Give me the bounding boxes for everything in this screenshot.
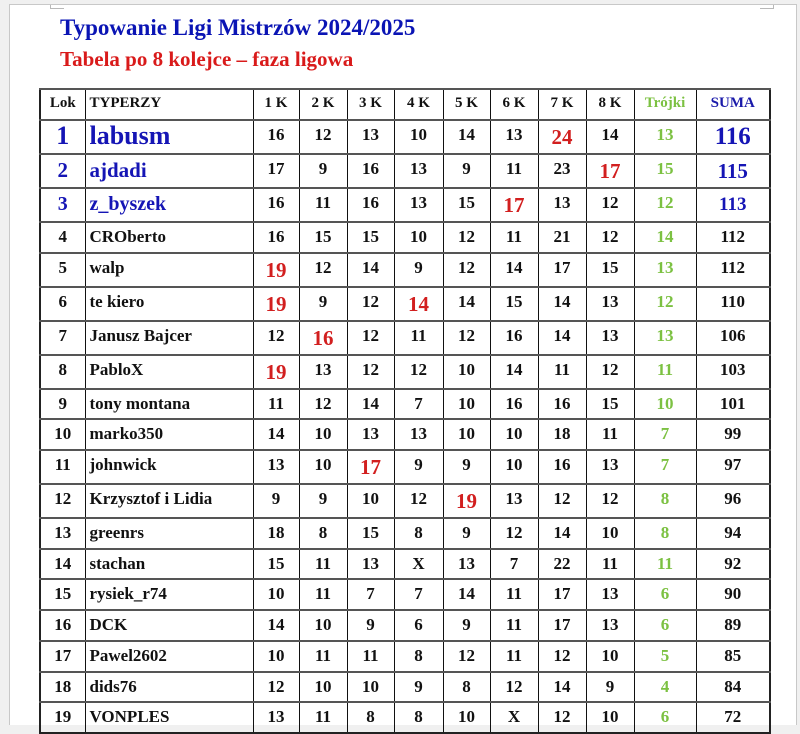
player-name-cell: CROberto [85,222,253,253]
round-8-points-cell: 11 [586,549,634,580]
round-8-points-cell: 12 [586,484,634,518]
round-2-points-cell: 8 [299,518,347,549]
player-name-cell: walp [85,253,253,287]
rank-cell: 6 [40,287,85,321]
trojki-cell: 6 [634,579,696,610]
round-6-points-cell: 10 [490,450,538,484]
rank-cell: 4 [40,222,85,253]
total-points-cell: 103 [696,355,770,389]
round-5-points-cell: 14 [443,287,490,321]
rank-cell: 15 [40,579,85,610]
round-5-points-cell: 12 [443,321,490,355]
round-4-points-cell: 7 [394,579,443,610]
round-4-points-cell: 10 [394,222,443,253]
trojki-cell: 11 [634,549,696,580]
table-row [40,154,770,188]
table-row [40,518,770,549]
round-6-points-cell: 16 [490,321,538,355]
table-row [40,222,770,253]
total-points-cell: 110 [696,287,770,321]
round-5-points-cell: 9 [443,154,490,188]
total-points-cell: 101 [696,389,770,420]
round-2-points-cell: 12 [299,253,347,287]
header-6k: 6 K [490,89,538,120]
round-1-points-cell: 16 [253,120,299,154]
round-8-points-cell: 13 [586,579,634,610]
round-8-points-cell: 9 [586,672,634,703]
header-8k: 8 K [586,89,634,120]
round-5-points-cell: 14 [443,579,490,610]
round-3-points-cell: 14 [347,389,394,420]
round-6-points-cell: 15 [490,287,538,321]
round-6-points-cell: 12 [490,672,538,703]
round-2-points-cell: 10 [299,450,347,484]
trojki-cell: 6 [634,702,696,733]
round-6-points-cell: 11 [490,610,538,641]
round-4-points-cell: 9 [394,253,443,287]
round-1-points-cell: 19 [253,287,299,321]
round-3-points-cell: 12 [347,287,394,321]
round-4-points-cell: 9 [394,672,443,703]
round-7-points-cell: 14 [538,287,586,321]
header-5k: 5 K [443,89,490,120]
round-5-points-cell: 9 [443,610,490,641]
round-2-points-cell: 11 [299,579,347,610]
round-8-points-cell: 12 [586,222,634,253]
total-points-cell: 84 [696,672,770,703]
round-8-points-cell: 13 [586,287,634,321]
round-7-points-cell: 23 [538,154,586,188]
total-points-cell: 89 [696,610,770,641]
round-3-points-cell: 14 [347,253,394,287]
table-row [40,321,770,355]
round-8-points-cell: 10 [586,702,634,733]
round-1-points-cell: 9 [253,484,299,518]
round-2-points-cell: 12 [299,120,347,154]
player-name-cell: rysiek_r74 [85,579,253,610]
total-points-cell: 94 [696,518,770,549]
table-row [40,672,770,703]
round-8-points-cell: 13 [586,450,634,484]
round-2-points-cell: 11 [299,641,347,672]
round-2-points-cell: 11 [299,188,347,222]
round-5-points-cell: 12 [443,641,490,672]
round-6-points-cell: X [490,702,538,733]
trojki-cell: 4 [634,672,696,703]
total-points-cell: 97 [696,450,770,484]
rank-cell: 13 [40,518,85,549]
round-1-points-cell: 14 [253,610,299,641]
round-4-points-cell: 13 [394,154,443,188]
page-corner-mark-left [50,5,64,9]
round-7-points-cell: 14 [538,518,586,549]
total-points-cell: 115 [696,154,770,188]
total-points-cell: 72 [696,702,770,733]
round-4-points-cell: 13 [394,188,443,222]
round-7-points-cell: 12 [538,484,586,518]
table-row [40,610,770,641]
header-row [40,89,770,120]
trojki-cell: 8 [634,484,696,518]
round-4-points-cell: 10 [394,120,443,154]
table-row [40,484,770,518]
round-3-points-cell: 13 [347,120,394,154]
round-1-points-cell: 10 [253,641,299,672]
round-7-points-cell: 21 [538,222,586,253]
round-2-points-cell: 15 [299,222,347,253]
round-1-points-cell: 12 [253,321,299,355]
player-name-cell: z_byszek [85,188,253,222]
round-4-points-cell: 9 [394,450,443,484]
rank-cell: 1 [40,120,85,154]
player-name-cell: PabloX [85,355,253,389]
rank-cell: 14 [40,549,85,580]
round-7-points-cell: 17 [538,253,586,287]
rank-cell: 5 [40,253,85,287]
round-2-points-cell: 10 [299,419,347,450]
round-5-points-cell: 10 [443,355,490,389]
document-subtitle: Tabela po 8 kolejce – faza ligowa [60,47,354,71]
round-7-points-cell: 12 [538,641,586,672]
round-7-points-cell: 13 [538,188,586,222]
round-5-points-cell: 10 [443,702,490,733]
round-3-points-cell: 11 [347,641,394,672]
round-1-points-cell: 19 [253,355,299,389]
round-8-points-cell: 12 [586,188,634,222]
round-4-points-cell: 12 [394,484,443,518]
round-4-points-cell: 13 [394,419,443,450]
round-5-points-cell: 9 [443,518,490,549]
rank-cell: 2 [40,154,85,188]
round-5-points-cell: 19 [443,484,490,518]
round-3-points-cell: 13 [347,549,394,580]
header-4k: 4 K [394,89,443,120]
trojki-cell: 8 [634,518,696,549]
round-5-points-cell: 9 [443,450,490,484]
trojki-cell: 12 [634,188,696,222]
rank-cell: 18 [40,672,85,703]
round-1-points-cell: 18 [253,518,299,549]
round-4-points-cell: 8 [394,518,443,549]
round-5-points-cell: 14 [443,120,490,154]
round-2-points-cell: 12 [299,389,347,420]
round-1-points-cell: 19 [253,253,299,287]
round-8-points-cell: 13 [586,610,634,641]
round-5-points-cell: 15 [443,188,490,222]
round-7-points-cell: 14 [538,321,586,355]
rank-cell: 10 [40,419,85,450]
round-1-points-cell: 13 [253,450,299,484]
round-2-points-cell: 9 [299,287,347,321]
table-row [40,702,770,733]
round-5-points-cell: 8 [443,672,490,703]
table-row [40,579,770,610]
round-6-points-cell: 14 [490,253,538,287]
table-row [40,355,770,389]
trojki-cell: 6 [634,610,696,641]
round-3-points-cell: 15 [347,222,394,253]
trojki-cell: 7 [634,450,696,484]
round-5-points-cell: 12 [443,253,490,287]
round-8-points-cell: 12 [586,355,634,389]
round-2-points-cell: 10 [299,672,347,703]
header-2k: 2 K [299,89,347,120]
total-points-cell: 90 [696,579,770,610]
round-6-points-cell: 14 [490,355,538,389]
round-4-points-cell: 6 [394,610,443,641]
round-4-points-cell: 8 [394,702,443,733]
round-7-points-cell: 16 [538,389,586,420]
round-3-points-cell: 8 [347,702,394,733]
round-8-points-cell: 13 [586,321,634,355]
round-6-points-cell: 11 [490,154,538,188]
round-4-points-cell: 11 [394,321,443,355]
header-suma: SUMA [696,89,770,120]
player-name-cell: stachan [85,549,253,580]
round-7-points-cell: 17 [538,579,586,610]
rank-cell: 17 [40,641,85,672]
header-7k: 7 K [538,89,586,120]
round-3-points-cell: 16 [347,188,394,222]
round-6-points-cell: 13 [490,120,538,154]
table-row [40,120,770,154]
round-7-points-cell: 11 [538,355,586,389]
round-6-points-cell: 11 [490,641,538,672]
total-points-cell: 113 [696,188,770,222]
round-8-points-cell: 11 [586,419,634,450]
round-2-points-cell: 9 [299,484,347,518]
table-row [40,419,770,450]
round-4-points-cell: 8 [394,641,443,672]
player-name-cell: marko350 [85,419,253,450]
round-1-points-cell: 14 [253,419,299,450]
round-1-points-cell: 12 [253,672,299,703]
round-3-points-cell: 10 [347,484,394,518]
round-3-points-cell: 12 [347,355,394,389]
round-2-points-cell: 16 [299,321,347,355]
round-1-points-cell: 15 [253,549,299,580]
total-points-cell: 112 [696,222,770,253]
round-3-points-cell: 7 [347,579,394,610]
round-2-points-cell: 10 [299,610,347,641]
header-typerzy: TYPERZY [85,89,253,120]
trojki-cell: 11 [634,355,696,389]
trojki-cell: 13 [634,120,696,154]
round-1-points-cell: 17 [253,154,299,188]
round-8-points-cell: 10 [586,518,634,549]
total-points-cell: 106 [696,321,770,355]
total-points-cell: 112 [696,253,770,287]
round-3-points-cell: 9 [347,610,394,641]
player-name-cell: VONPLES [85,702,253,733]
round-6-points-cell: 13 [490,484,538,518]
round-4-points-cell: 7 [394,389,443,420]
trojki-cell: 13 [634,321,696,355]
round-5-points-cell: 12 [443,222,490,253]
round-7-points-cell: 18 [538,419,586,450]
round-8-points-cell: 14 [586,120,634,154]
total-points-cell: 92 [696,549,770,580]
round-3-points-cell: 15 [347,518,394,549]
player-name-cell: johnwick [85,450,253,484]
round-5-points-cell: 10 [443,419,490,450]
round-2-points-cell: 11 [299,702,347,733]
round-2-points-cell: 11 [299,549,347,580]
table-row [40,549,770,580]
table-row [40,389,770,420]
round-7-points-cell: 17 [538,610,586,641]
round-1-points-cell: 10 [253,579,299,610]
round-5-points-cell: 13 [443,549,490,580]
round-6-points-cell: 11 [490,222,538,253]
round-3-points-cell: 12 [347,321,394,355]
round-3-points-cell: 13 [347,419,394,450]
rank-cell: 11 [40,450,85,484]
round-8-points-cell: 10 [586,641,634,672]
table-row [40,450,770,484]
round-7-points-cell: 24 [538,120,586,154]
round-7-points-cell: 22 [538,549,586,580]
rank-cell: 7 [40,321,85,355]
round-5-points-cell: 10 [443,389,490,420]
round-6-points-cell: 16 [490,389,538,420]
standings-body [40,120,770,733]
trojki-cell: 7 [634,419,696,450]
round-1-points-cell: 13 [253,702,299,733]
player-name-cell: Pawel2602 [85,641,253,672]
player-name-cell: tony montana [85,389,253,420]
player-name-cell: DCK [85,610,253,641]
document-page [9,4,797,725]
total-points-cell: 96 [696,484,770,518]
round-2-points-cell: 9 [299,154,347,188]
rank-cell: 3 [40,188,85,222]
round-1-points-cell: 16 [253,188,299,222]
table-row [40,641,770,672]
round-6-points-cell: 10 [490,419,538,450]
header-trojki: Trójki [634,89,696,120]
round-4-points-cell: 14 [394,287,443,321]
round-4-points-cell: 12 [394,355,443,389]
round-3-points-cell: 10 [347,672,394,703]
player-name-cell: greenrs [85,518,253,549]
rank-cell: 19 [40,702,85,733]
player-name-cell: Janusz Bajcer [85,321,253,355]
header-3k: 3 K [347,89,394,120]
table-row [40,188,770,222]
page-corner-mark-right [760,5,774,9]
header-lok: Lok [40,89,85,120]
round-6-points-cell: 17 [490,188,538,222]
trojki-cell: 15 [634,154,696,188]
standings-table [39,88,771,734]
round-3-points-cell: 16 [347,154,394,188]
player-name-cell: te kiero [85,287,253,321]
round-2-points-cell: 13 [299,355,347,389]
player-name-cell: ajdadi [85,154,253,188]
round-6-points-cell: 11 [490,579,538,610]
round-1-points-cell: 16 [253,222,299,253]
trojki-cell: 13 [634,253,696,287]
round-6-points-cell: 7 [490,549,538,580]
round-7-points-cell: 14 [538,672,586,703]
total-points-cell: 99 [696,419,770,450]
round-3-points-cell: 17 [347,450,394,484]
round-8-points-cell: 15 [586,253,634,287]
round-1-points-cell: 11 [253,389,299,420]
total-points-cell: 85 [696,641,770,672]
round-8-points-cell: 15 [586,389,634,420]
trojki-cell: 14 [634,222,696,253]
round-8-points-cell: 17 [586,154,634,188]
round-4-points-cell: X [394,549,443,580]
document-title: Typowanie Ligi Mistrzów 2024/2025 [60,15,416,40]
table-row [40,287,770,321]
player-name-cell: dids76 [85,672,253,703]
total-points-cell: 116 [696,120,770,154]
trojki-cell: 12 [634,287,696,321]
round-6-points-cell: 12 [490,518,538,549]
header-1k: 1 K [253,89,299,120]
rank-cell: 12 [40,484,85,518]
trojki-cell: 5 [634,641,696,672]
player-name-cell: Krzysztof i Lidia [85,484,253,518]
rank-cell: 8 [40,355,85,389]
table-row [40,253,770,287]
rank-cell: 16 [40,610,85,641]
round-7-points-cell: 12 [538,702,586,733]
rank-cell: 9 [40,389,85,420]
round-7-points-cell: 16 [538,450,586,484]
trojki-cell: 10 [634,389,696,420]
player-name-cell: labusm [85,120,253,154]
